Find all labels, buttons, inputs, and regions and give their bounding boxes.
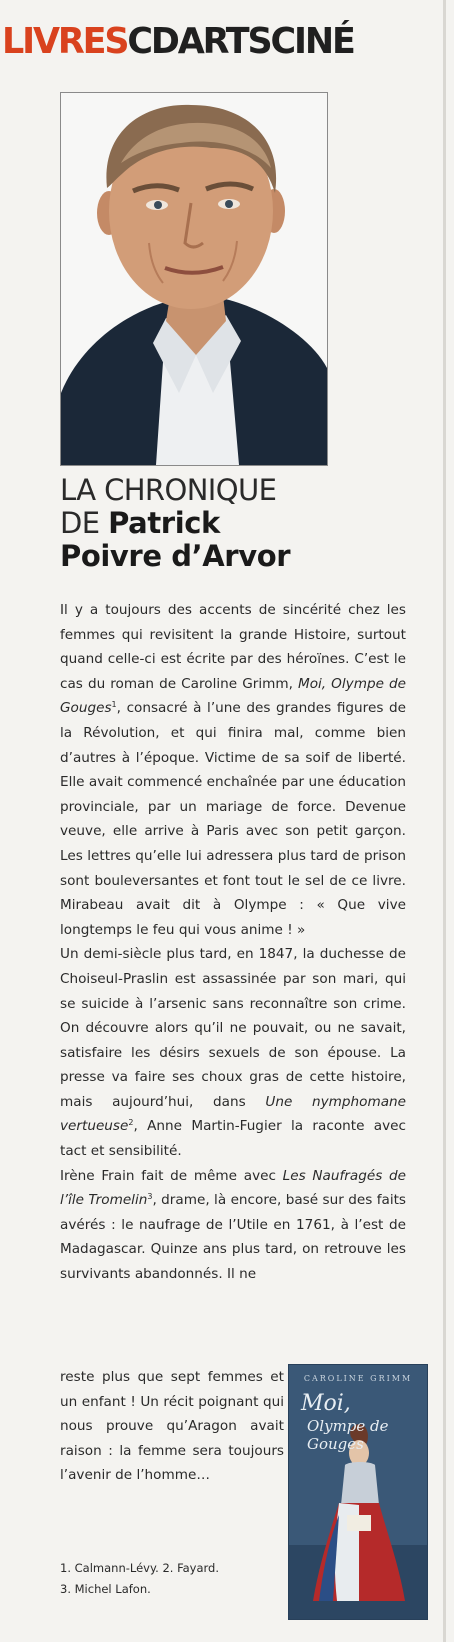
author-first-name: Patrick (108, 506, 220, 540)
article-closing (60, 1365, 284, 1488)
paragraph-4: reste plus que sept femmes et un enfant ! Un récit poignant qui nous prouve qu’Aragon avait raison : la femme sera toujours l’avenir de l’homme… (60, 1369, 284, 1484)
paragraph-2-text-a: Un demi-siècle plus tard, en 1847, la duchesse de Choiseul-Praslin est assassinée par son mari, qui se suicide à l’arsenic sans reconnaître son crime. On découvre alors qu’il ne pouvait, ou ne savait, satisfaire les désirs sexuels de son épouse. La presse va faire ses choux gras de cette histoire, mais aujourd’hui, dans (60, 946, 406, 1110)
paragraph-2-text-b: , Anne Martin-Fugier la raconte avec tact et sensibilité. (60, 1118, 406, 1160)
page-edge-rule (443, 0, 446, 1642)
paragraph-1 (60, 598, 406, 942)
cover-title-line-1: Moi, (301, 1391, 351, 1416)
paragraph-1-text-b: , consacré à l’une des grandes figures de la Révolution, et qui finira mal, comme bien d’autres à l’époque. Victime de sa soif de liberté. Elle avait commencé enchaînée par une éducation provinciale, par un mariage de force. Devenue veuve, elle arrive à Paris avec son petit garçon. Les lettres qu’elle lui adressera plus tard de prison sont bouleversantes et font tout le sel de ce livre. Mirabeau avait dit à Olympe : « Que vive longtemps le feu qui vous anime ! » (60, 700, 406, 938)
masthead-rest: CDARTSCINÉ (127, 21, 354, 62)
footnotes (60, 1558, 284, 1600)
footnote-line-1: 1. Calmann-Lévy. 2. Fayard. (60, 1561, 220, 1575)
footnote-ref-1: 1 (111, 700, 117, 710)
footnote-ref-3: 3 (147, 1192, 153, 1202)
book-title-2: Une nymphomane vertueuse (60, 1093, 407, 1135)
section-masthead (2, 21, 354, 62)
book-title-3: Les Naufragés de l’île Tromelin (60, 1167, 406, 1209)
cover-author: CAROLINE GRIMM (303, 1374, 413, 1383)
footnote-ref-2: 2 (128, 1118, 134, 1128)
book-title-1: Moi, Olympe de Gouges (60, 675, 406, 717)
paragraph-3-text-a: Irène Frain fait de même avec (60, 1167, 283, 1184)
book-cover-image (288, 1364, 428, 1620)
cover-title-line-2: Olympe de Gouges (307, 1417, 389, 1453)
paragraph-3 (60, 1164, 406, 1287)
paragraph-2 (60, 942, 406, 1163)
heading-de: DE (60, 506, 109, 540)
heading-line-1: LA CHRONIQUE (60, 473, 277, 507)
columnist-portrait (60, 92, 328, 466)
article-body (60, 598, 406, 1287)
masthead-livres: LIVRES (2, 21, 128, 62)
author-last-name: Poivre d’Arvor (60, 539, 291, 573)
paragraph-3-text-b: , drame, là encore, basé sur des faits avérés : le naufrage de l’Utile en 1761, à l’est de Madagascar. Quinze ans plus tard, on retrouve les survivants abandonnés. Il ne (60, 1192, 407, 1283)
footnote-line-2: 3. Michel Lafon. (60, 1582, 151, 1596)
paragraph-1-text-a: Il y a toujours des accents de sincérité chez les femmes qui revisitent la grande Histoire, surtout quand celle-ci est écrite par des héroïnes. C’est le cas du roman de Caroline Grimm, (60, 602, 406, 692)
